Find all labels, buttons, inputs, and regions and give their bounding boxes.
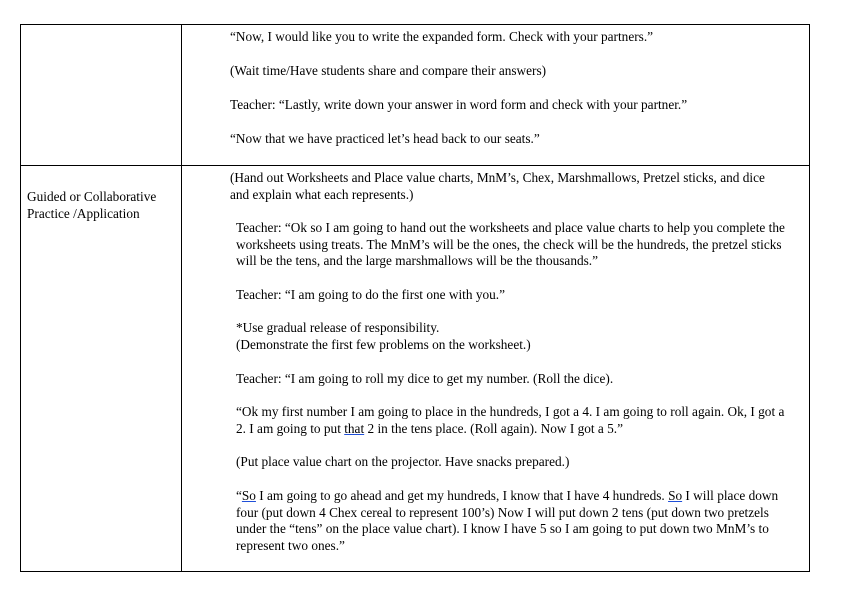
teacher-ok-line1: Teacher: “Ok so I am going to hand out the worksheets and place value charts to help you complete the bbox=[236, 220, 785, 235]
handout-line2: and explain what each represents.) bbox=[230, 186, 414, 202]
handout-line1: (Hand out Worksheets and Place value charts, MnM’s, Chex, Marshmallows, Pretzel sticks, and dice bbox=[230, 170, 765, 185]
text-span: “ bbox=[236, 488, 242, 503]
section-label-line2: Practice /Application bbox=[27, 206, 140, 221]
instruction-wait-time: (Wait time/Have students share and compare their answers) bbox=[230, 63, 547, 78]
row-label-cell bbox=[21, 166, 182, 572]
so-line3: under the “tens” on the place value chart). I know I have 5 so I am going to put down two MnM’s to bbox=[236, 521, 769, 536]
teacher-ok-line3: will be the tens, and the large marshmallows will be the thousands.” bbox=[236, 253, 599, 268]
table-row-continuation bbox=[21, 25, 809, 166]
lesson-plan-table bbox=[20, 24, 810, 572]
teacher-ok-line2: worksheets using treats. The MnM’s will be the ones, the check will be the hundreds, the pretzel sticks bbox=[236, 236, 782, 252]
so-line4: represent two ones.” bbox=[236, 537, 345, 553]
so-line1 bbox=[236, 488, 778, 505]
instruction-back-to-seats: “Now that we have practiced let’s head back to our seats.” bbox=[230, 131, 540, 146]
section-label-line1: Guided or Collaborative bbox=[27, 189, 157, 204]
row-label-cell-empty bbox=[21, 25, 182, 165]
row-content-cell bbox=[182, 166, 809, 572]
instruction-word-form: Teacher: “Lastly, write down your answer in word form and check with your partner.” bbox=[230, 97, 688, 112]
first-number-paragraph bbox=[236, 404, 784, 437]
projector-instruction: (Put place value chart on the projector. Have snacks prepared.) bbox=[236, 454, 570, 469]
text-span: 2. I am going to put bbox=[236, 420, 345, 436]
grammar-underline-that[interactable]: that bbox=[344, 420, 365, 436]
table-row-guided-practice bbox=[21, 166, 809, 572]
handout-instructions bbox=[230, 170, 765, 203]
teacher-first-one: Teacher: “I am going to do the first one with you.” bbox=[236, 287, 505, 302]
first-number-line2 bbox=[236, 421, 784, 438]
so-line2: four (put down 4 Chex cereal to represent 100’s) Now I will put down 2 tens (put down two pretzels bbox=[236, 504, 769, 520]
gradual-line1: *Use gradual release of responsibility. bbox=[236, 320, 440, 335]
section-label bbox=[27, 188, 177, 222]
grammar-underline-so-2[interactable]: So bbox=[668, 488, 683, 503]
first-number-line1: “Ok my first number I am going to place in the hundreds, I got a 4. I am going to roll again. Ok, I got a bbox=[236, 404, 785, 419]
grammar-underline-so-1[interactable]: So bbox=[241, 488, 256, 503]
gradual-release-note bbox=[236, 320, 531, 353]
text-span: I am going to go ahead and get my hundreds, I know that I have 4 hundreds. bbox=[255, 488, 669, 503]
teacher-treats-explanation bbox=[236, 220, 785, 270]
text-span: 2 in the tens place. (Roll again). Now I got a 5.” bbox=[364, 420, 624, 436]
so-paragraph bbox=[236, 488, 778, 554]
instruction-expanded-form: “Now, I would like you to write the expanded form. Check with your partners.” bbox=[230, 29, 654, 44]
teacher-roll-dice: Teacher: “I am going to roll my dice to get my number. (Roll the dice). bbox=[236, 371, 614, 386]
row-content-cell bbox=[182, 25, 809, 165]
gradual-line2: (Demonstrate the first few problems on the worksheet.) bbox=[236, 336, 531, 352]
text-span: I will place down bbox=[682, 488, 779, 503]
